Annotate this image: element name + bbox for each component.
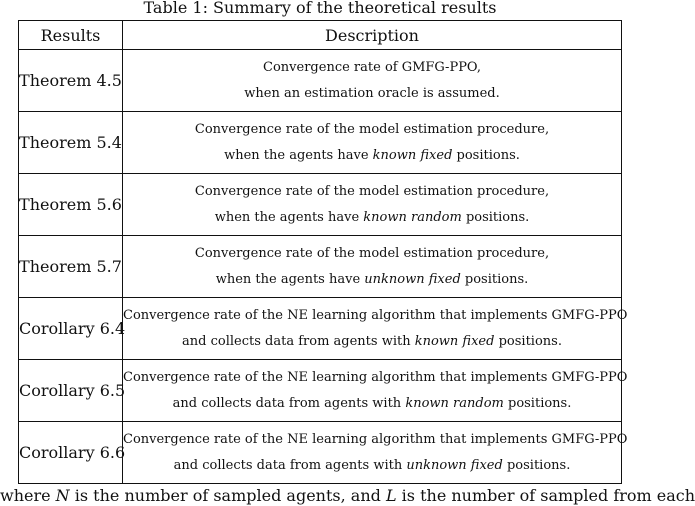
description-line-2: [123, 391, 621, 417]
math-symbol-l: L: [385, 486, 397, 505]
description-cell: [123, 50, 622, 112]
result-cell: Theorem 5.6: [19, 174, 123, 236]
body-text: where: [0, 486, 56, 505]
description-text: when an estimation oracle is assumed.: [244, 85, 500, 101]
description-text: positions.: [460, 271, 529, 287]
description-line-1: Convergence rate of the NE learning algorithm that implements GMFG-PPO: [123, 431, 628, 447]
description-text: positions.: [494, 333, 562, 349]
header-description: Description: [123, 21, 622, 50]
result-cell: Corollary 6.4: [19, 298, 123, 360]
description-text: when the agents have: [215, 271, 365, 287]
table-row: [19, 360, 622, 422]
table-row: [19, 174, 622, 236]
description-line-1: Convergence rate of GMFG-PPO,: [263, 59, 481, 75]
description-line-1: Convergence rate of the model estimation procedure,: [194, 183, 550, 199]
description-text: and collects data from agents with: [182, 333, 415, 349]
description-line-2: [123, 329, 621, 355]
description-text: positions.: [461, 209, 530, 225]
body-text: is the number of sampled from each: [396, 486, 695, 505]
math-symbol-n: N: [55, 486, 70, 505]
description-cell: [123, 112, 622, 174]
table-header-row: [19, 21, 622, 50]
table-caption: Table 1: Summary of the theoretical results: [143, 0, 497, 17]
table-row: [19, 422, 622, 484]
description-emphasis: known random: [405, 395, 504, 411]
description-emphasis: unknown fixed: [364, 271, 461, 287]
description-text: when the agents have: [214, 209, 364, 225]
description-text: when the agents have: [224, 147, 373, 163]
description-line-1: Convergence rate of the model estimation procedure,: [194, 121, 550, 137]
description-line-2: [123, 453, 621, 479]
description-cell: [123, 174, 622, 236]
result-cell: Theorem 5.7: [19, 236, 123, 298]
table-row: [19, 50, 622, 112]
result-cell: Corollary 6.6: [19, 422, 123, 484]
description-line-1: Convergence rate of the model estimation procedure,: [194, 245, 550, 261]
description-emphasis: known fixed: [414, 333, 495, 349]
description-text: positions.: [503, 395, 572, 411]
body-text-line: [0, 486, 695, 506]
description-line-2: [123, 143, 621, 169]
description-cell: [123, 360, 628, 422]
body-text: is the number of sampled agents, and: [69, 486, 386, 505]
result-cell: Theorem 5.4: [19, 112, 123, 174]
description-text: and collects data from agents with: [173, 457, 407, 473]
results-table: [18, 20, 628, 484]
header-results: Results: [19, 21, 123, 50]
description-emphasis: known fixed: [372, 147, 453, 163]
result-cell: Theorem 4.5: [19, 50, 123, 112]
description-text: positions.: [502, 457, 571, 473]
description-line-1: Convergence rate of the NE learning algorithm that implements GMFG-PPO: [123, 369, 628, 385]
result-cell: Corollary 6.5: [19, 360, 123, 422]
description-cell: [123, 298, 628, 360]
table-row: [19, 236, 622, 298]
description-text: positions.: [452, 147, 520, 163]
description-cell: [123, 236, 622, 298]
table-row: [19, 112, 622, 174]
description-cell: [123, 422, 628, 484]
description-line-2: [123, 205, 621, 231]
description-emphasis: unknown fixed: [406, 457, 503, 473]
description-text: and collects data from agents with: [172, 395, 406, 411]
description-line-1: Convergence rate of the NE learning algorithm that implements GMFG-PPO: [123, 307, 628, 323]
description-line-2: [123, 81, 621, 107]
table-row: [19, 298, 622, 360]
description-line-2: [123, 267, 621, 293]
description-emphasis: known random: [363, 209, 462, 225]
